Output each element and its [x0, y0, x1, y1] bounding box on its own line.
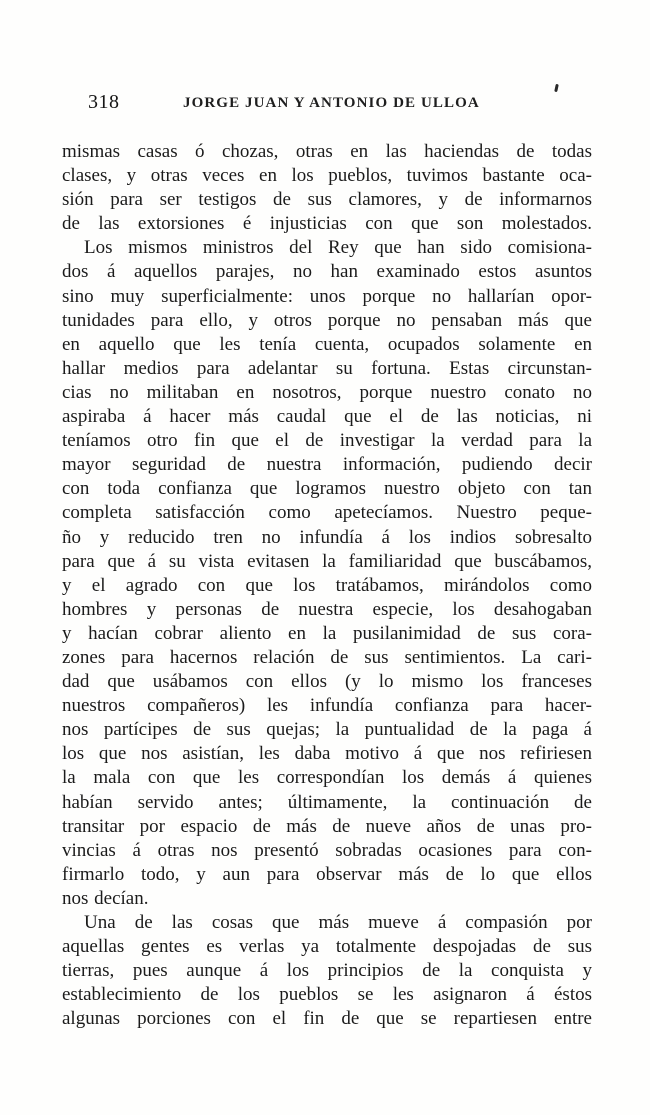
text-line: sino muy superficialmente: unos porque no hallarían opor-: [62, 285, 592, 307]
text-line: sión para ser testigos de sus clamores, y de informarnos: [62, 189, 592, 211]
text-line: completa satisfacción como apetecíamos. Nuestro peque-: [62, 502, 592, 524]
text-line: en aquello que les tenía cuenta, ocupados solamente en: [62, 333, 592, 355]
paragraph: [62, 911, 592, 1031]
page-number: 318: [88, 91, 120, 113]
text-line: tierras, pues aunque á los principios de la conquista y: [62, 960, 592, 982]
text-line: Los mismos ministros del Rey que han sido comisiona-: [84, 237, 592, 259]
text-line: cias no militaban en nosotros, porque nuestro conato no: [62, 381, 592, 403]
text-line: algunas porciones con el fin de que se repartiesen entre: [62, 1008, 592, 1030]
text-line: y el agrado con que los tratábamos, mirándolos como: [62, 574, 592, 596]
paragraph: [62, 236, 592, 911]
text-line: tunidades para ello, y otros porque no pensaban más que: [62, 309, 592, 331]
running-head: [0, 90, 650, 114]
text-line: mismas casas ó chozas, otras en las haciendas de todas: [62, 141, 592, 162]
text-line: vincias á otras nos presentó sobradas ocasiones para con-: [62, 839, 592, 861]
text-line: los que nos asistían, les daba motivo á que nos refiriesen: [62, 743, 592, 765]
text-line: nuestros compañeros) les infundía confianza para hacer-: [62, 695, 592, 717]
text-line: nos decían.: [62, 887, 149, 909]
text-line: habían servido antes; últimamente, la continuación de: [62, 791, 592, 813]
text-line: Una de las cosas que más mueve á compasión por: [84, 912, 592, 933]
text-line: zones para hacernos relación de sus sentimientos. La cari-: [62, 646, 592, 668]
text-line: clases, y otras veces en los pueblos, tuvimos bastante oca-: [62, 165, 592, 187]
text-line: aquellas gentes es verlas ya totalmente despojadas de sus: [62, 936, 592, 958]
text-line: hombres y personas de nuestra especie, los desahogaban: [62, 598, 592, 620]
text-line: nos partícipes de sus quejas; la puntualidad de la paga á: [62, 719, 592, 741]
running-header-title: JORGE JUAN Y ANTONIO DE ULLOA: [183, 95, 480, 111]
text-line: con toda confianza que logramos nuestro objeto con tan: [62, 478, 592, 500]
text-line: hallar medios para adelantar su fortuna. Estas circunstan-: [62, 357, 592, 379]
text-line: transitar por espacio de más de nueve años de unas pro-: [62, 815, 592, 837]
text-line: para que á su vista evitasen la familiaridad que buscábamos,: [62, 550, 592, 572]
text-line: aspiraba á hacer más caudal que el de las noticias, ni: [62, 406, 592, 428]
text-line: ño y reducido tren no infundía á los indios sobresalto: [62, 526, 592, 548]
text-line: la mala con que les correspondían los demás á quienes: [62, 767, 592, 789]
paragraph: [62, 140, 592, 236]
text-line: dad que usábamos con ellos (y lo mismo los franceses: [62, 671, 592, 693]
text-body: [62, 140, 592, 1031]
text-line: mayor seguridad de nuestra información, pudiendo decir: [62, 454, 592, 476]
text-line: y hacían cobrar aliento en la pusilanimidad de sus cora-: [62, 622, 592, 644]
text-line: teníamos otro fin que el de investigar la verdad para la: [62, 430, 592, 452]
text-line: dos á aquellos parajes, no han examinado estos asuntos: [62, 261, 592, 283]
text-line: de las extorsiones é injusticias con que son molestados.: [62, 213, 592, 235]
text-line: establecimiento de los pueblos se les asignaron á éstos: [62, 984, 592, 1006]
text-line: firmarlo todo, y aun para observar más de lo que ellos: [62, 863, 592, 885]
